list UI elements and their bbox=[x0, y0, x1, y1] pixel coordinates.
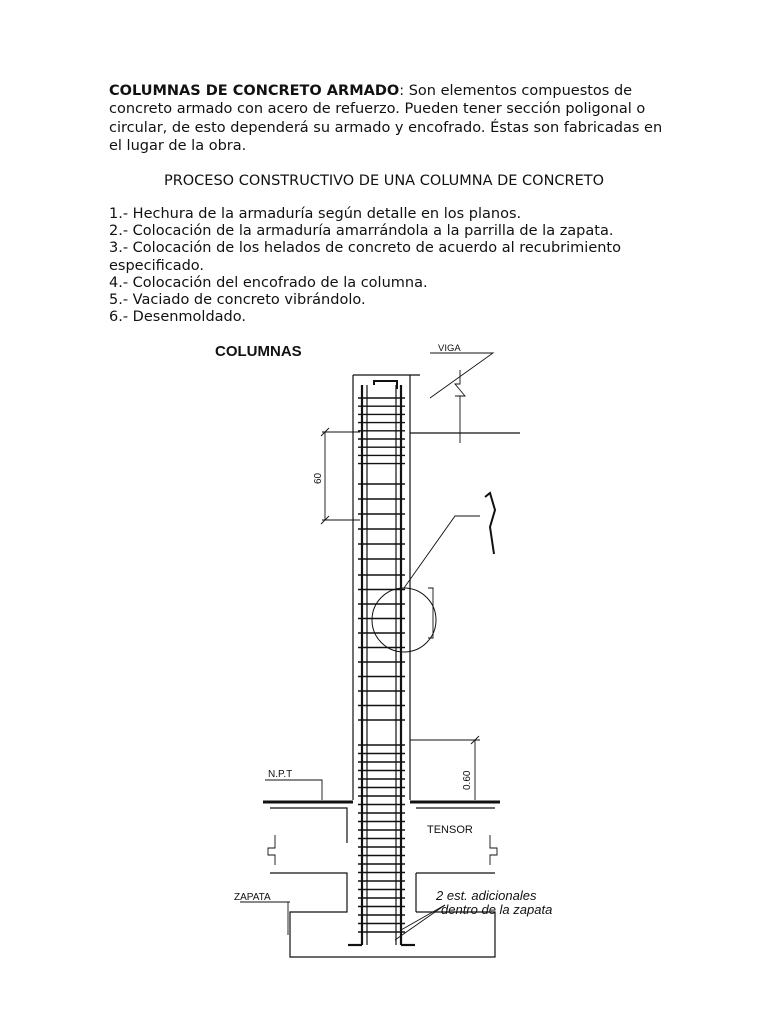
step-item: 3.- Colocación de los helados de concreto de acuerdo al recubrimiento especificado. bbox=[109, 240, 621, 274]
detail-small-dim bbox=[428, 588, 433, 638]
column-outline-right bbox=[410, 375, 520, 433]
tensor-break-right bbox=[490, 835, 497, 865]
zapata-right-base bbox=[416, 912, 495, 957]
detail-bar bbox=[485, 493, 495, 554]
step-item: 2.- Colocación de la armaduría amarrándola a la parrilla de la zapata. bbox=[109, 223, 614, 240]
section-heading: PROCESO CONSTRUCTIVO DE UNA COLUMNA DE CONCRETO bbox=[163, 173, 605, 189]
npt-leader bbox=[265, 780, 322, 800]
label-tensor: TENSOR bbox=[427, 824, 473, 836]
label-npt: N.P.T bbox=[268, 769, 293, 780]
top-hook bbox=[374, 381, 397, 389]
step-item: 5.- Vaciado de concreto vibrándolo. bbox=[109, 292, 366, 309]
step-item: 1.- Hechura de la armaduría según detalle en los planos. bbox=[109, 206, 522, 222]
note-leader bbox=[395, 905, 445, 940]
tensor-left-top bbox=[270, 808, 347, 843]
viga-break bbox=[455, 370, 465, 443]
label-viga: VIGA bbox=[438, 343, 461, 354]
intro-title: COLUMNAS DE CONCRETO ARMADO bbox=[109, 83, 400, 99]
drawing-title: COLUMNAS bbox=[215, 343, 302, 360]
note-leader-2 bbox=[401, 905, 445, 930]
label-dimension-060: 0.60 bbox=[462, 770, 473, 790]
note-line-2: dentro de la zapata bbox=[441, 902, 553, 917]
label-dimension-60: 60 bbox=[313, 472, 324, 484]
label-zapata: ZAPATA bbox=[234, 892, 271, 903]
detail-circle bbox=[372, 588, 436, 652]
step-item: 4.- Colocación del encofrado de la columna. bbox=[109, 274, 428, 291]
detail-leader bbox=[404, 516, 480, 588]
step-item: 6.- Desenmoldado. bbox=[109, 309, 246, 326]
tensor-break-left bbox=[268, 835, 275, 865]
note-line-1: 2 est. adicionales bbox=[436, 888, 537, 903]
intro-text: : Son elementos compuestos de concreto armado con acero de refuerzo. Pueden tener sección poligonal o circular, de esto dependerá su armado y encofrado. Éstas son fabricadas en el lugar de la obra. bbox=[109, 83, 663, 155]
